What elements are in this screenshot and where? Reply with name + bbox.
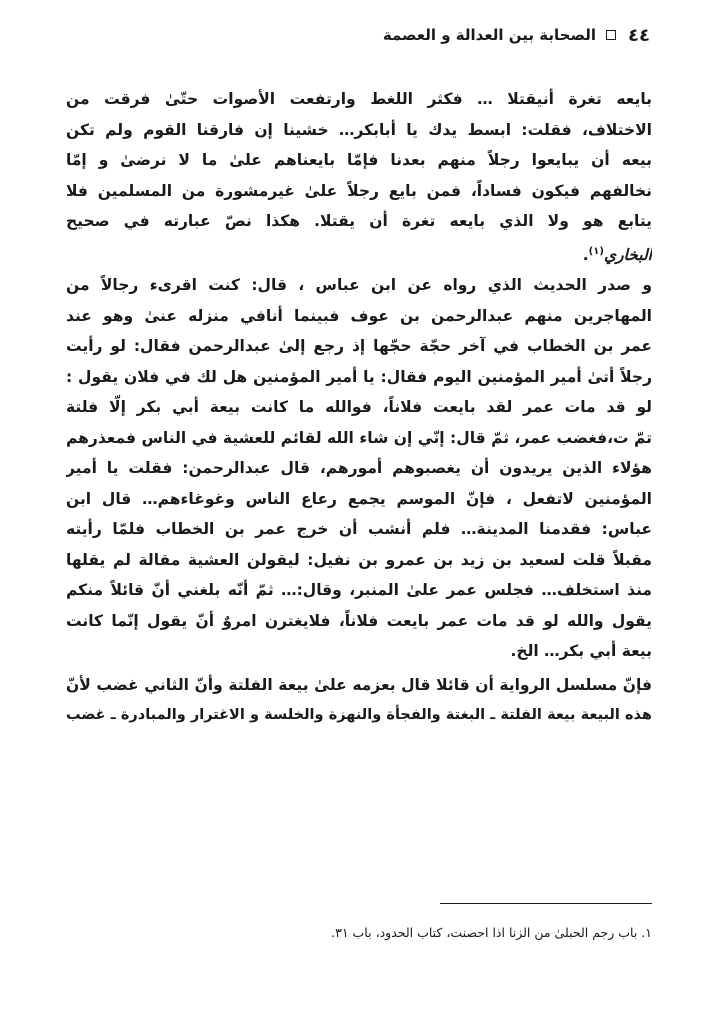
sentence-end: . <box>582 245 589 264</box>
footnote: ١. باب رجم الحبلیٰ من الزنا اذا احصنت، كتاب الحدود، باب ٣١. <box>331 925 652 940</box>
text-line: المهاجرين منهم عبدالرحمن بن عوف فبينما أنافي منزله عنیٰ وهو عند <box>66 306 652 325</box>
text-line-final <box>66 237 652 268</box>
text-line: و صدر الحديث الذي رواه عن ابن عباس ، قال: كنت اقرىء رجالاً من <box>66 276 652 294</box>
paragraph <box>66 270 652 667</box>
text-line: بايعه تغرة أنيقتلا … فكثر اللغط وارتفعت الأصوات حتّیٰ فرقت من <box>66 90 652 108</box>
text-line: فإنّ مسلسل الرواية أن قائلا قال بعزمه علیٰ بيعة الفلتة وأنّ الثاني غضب لأنّ <box>66 675 652 694</box>
page-header <box>60 22 650 48</box>
text-line: يقول والله لو قد مات عمر بايعت فلاناً، فلايغترن امروٌ أنّ يقول إنّما كانت <box>66 611 652 630</box>
text-line: الاختلاف، فقلت: ابسط يدك يا أبابكر… خشينا إن فارقنا القوم ولم تكن <box>66 120 652 139</box>
text-line: مقبلاً قلت لسعيد بن زيد بن عمرو بن نفيل: ليقولن العشية مقالة لم يقلها <box>66 550 652 569</box>
footnote-divider <box>440 903 652 904</box>
text-line: عباس: فقدمنا المدينة… فلم أنشب أن خرج عمر بن الخطاب فلمّا رأيته <box>66 520 652 538</box>
footnote-reference[interactable]: (١) <box>588 245 604 257</box>
text-line: يتابع هو ولا الذي بايعه تغرة أن يقتلا. هكذا نصّ عبارته في صحيح <box>66 212 652 230</box>
square-bullet-icon <box>606 30 616 40</box>
text-line: تمّ ت،فغضب عمر، ثمّ قال: إنّي إن شاء الله لقائم للعشية في الناس فمعذرهم <box>66 428 652 447</box>
text-line: هؤلاء الذين يريدون أن يغصبوهم أمورهم، قال عبدالرحمن: فقلت يا أمير <box>66 459 652 477</box>
text-line: عمر بن الخطاب في آخر حجّة حجّها إذ رجع إلیٰ عبدالرحمن فقال: لو رأيت <box>66 337 652 355</box>
text-line: بيعه أن يبايعوا رجلاً منهم بعدنا فإمّا بايعناهم علیٰ ما لا نرضیٰ و إمّا <box>66 151 652 169</box>
paragraph <box>66 670 652 731</box>
source-title: البخاري <box>603 245 652 264</box>
text-line: لو قد مات عمر لقد بايعت فلاناً، فوالله ما كانت بيعة أبي بكر إلّا فلتة <box>66 398 652 416</box>
text-line: هذه البيعة بيعة الفلتة ـ البغتة والفجأة والنهزة والخلسة و الاغترار والمبادرة ـ غضب <box>66 707 652 723</box>
text-line-final: بيعة أبي بكر… الخ. <box>510 642 652 660</box>
running-title: الصحابة بين العدالة و العصمة <box>382 26 597 44</box>
page-number: ٤٤ <box>628 24 650 46</box>
paragraph <box>66 84 652 267</box>
text-line: المؤمنين لاتفعل ، فإنّ الموسم يجمع رعاع الناس وغوغاءهم… قال ابن <box>66 489 652 508</box>
text-line: نخالفهم فيكون فساداً، فمن بايع رجلاً علیٰ غيرمشورة من المسلمين فلا <box>66 181 652 200</box>
text-line: منذ استخلف… فجلس عمر علیٰ المنبر، وقال:… ثمّ أنّه بلغني أنّ قائلاً منكم <box>66 581 652 599</box>
main-text <box>66 84 652 731</box>
text-line: رجلاً أتیٰ أمير المؤمنين اليوم فقال: يا أمير المؤمنين هل لك في فلان يقول : <box>66 367 652 386</box>
